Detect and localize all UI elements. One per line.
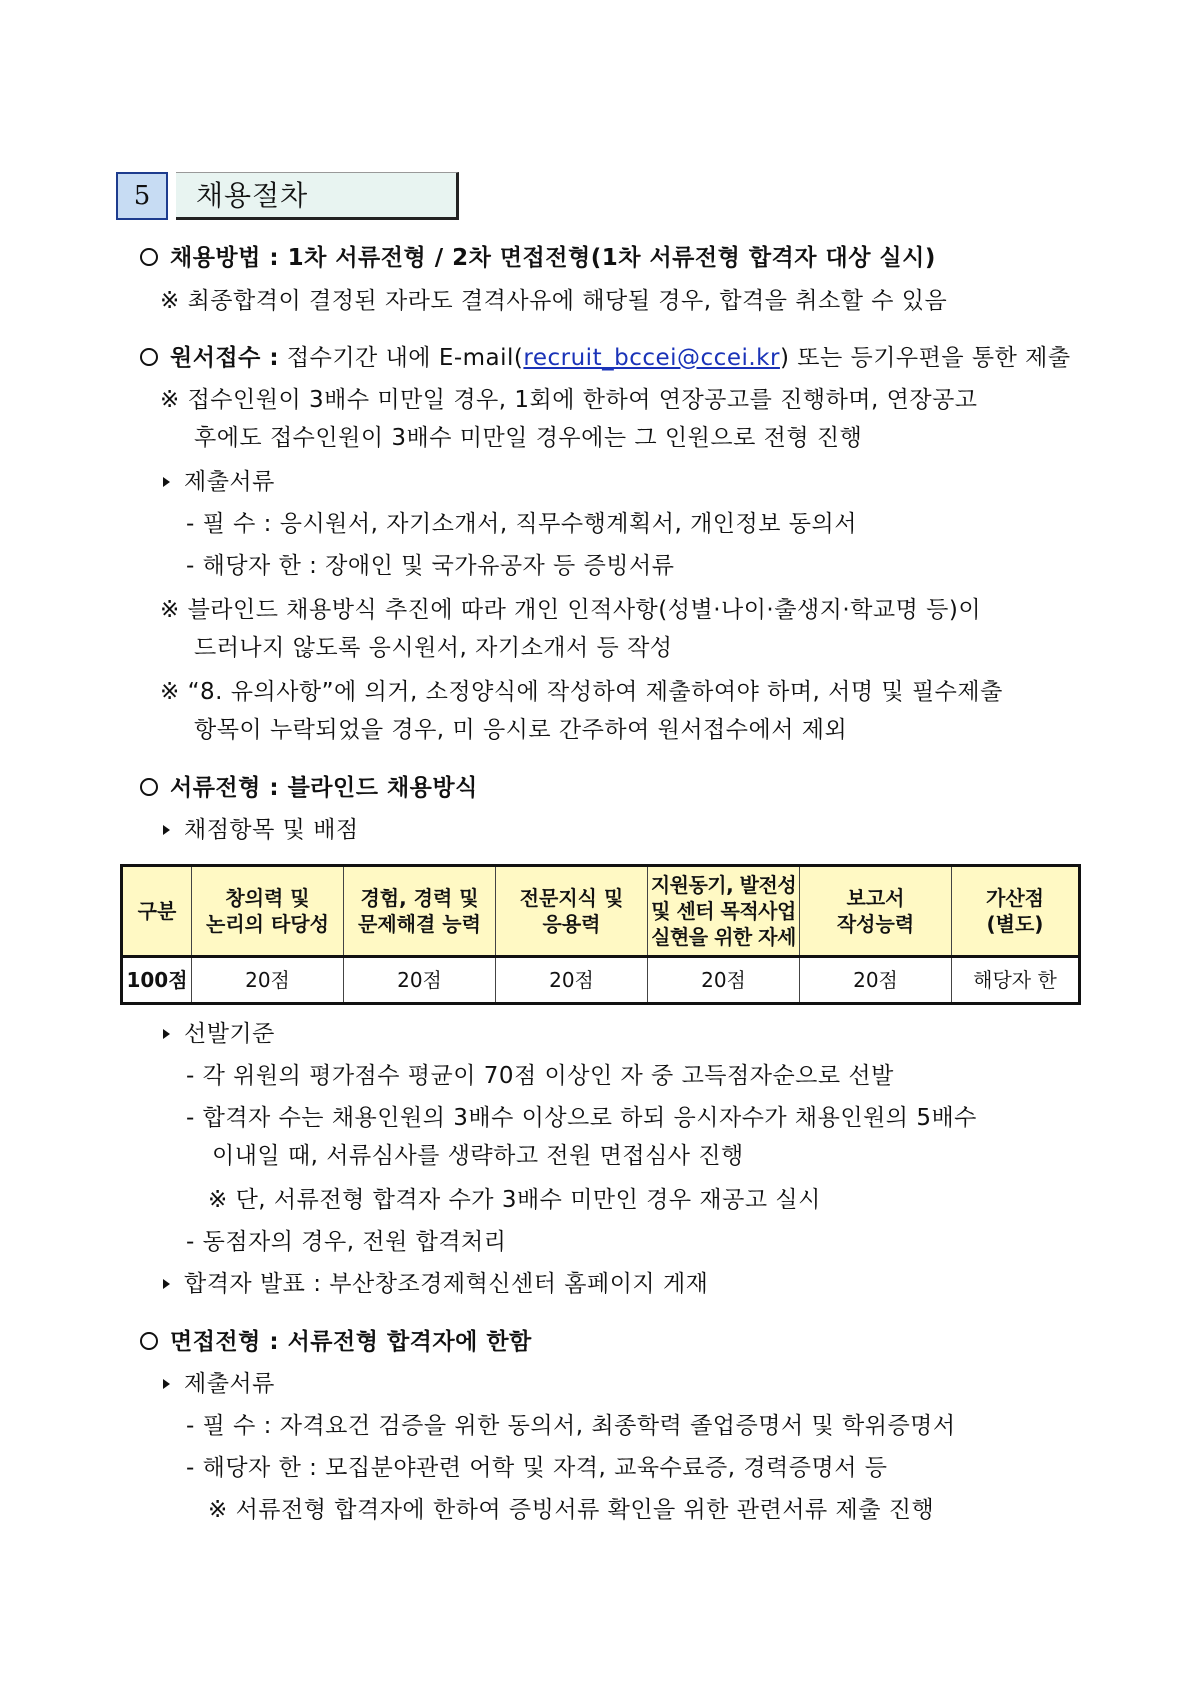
table-header-row [122,866,1080,957]
application-docs-applicable: - 해당자 한 : 장애인 및 국가유공자 등 증빙서류 [186,553,675,579]
email-link[interactable]: recruit_bccei@ccei.kr [523,345,780,371]
table-cell: 20점 [496,957,648,1004]
application-docs-required: - 필 수 : 응시원서, 자기소개서, 직무수행계획서, 개인정보 동의서 [186,511,857,537]
triangle-bullet-icon [163,1029,170,1039]
application-docs-heading: 제출서류 [163,466,275,498]
table-cell: 20점 [344,957,496,1004]
method-heading: 채용방법 : 1차 서류전형 / 2차 면접전형(1차 서류전형 합격자 대상 실시) [140,242,936,274]
table-cell: 20점 [800,957,952,1004]
header-bonus: 가산점 (별도) [952,866,1080,957]
application-heading: 원서접수 : 접수기간 내에 E-mail(recruit_bccei@ccei.kr) 또는 등기우편을 통한 제출 [140,342,1071,374]
table-row [122,957,1080,1004]
scoring-table [120,864,1081,1005]
criteria-item2-line1: - 합격자 수는 채용인원의 3배수 이상으로 하되 응시자수가 채용인원의 5배수 [186,1105,977,1131]
application-note1-line1: ※ 접수인원이 3배수 미만일 경우, 1회에 한하여 연장공고를 진행하며, 연장공고 [160,387,978,413]
section-number: 5 [116,172,168,220]
interview-heading: 면접전형 : 서류전형 합격자에 한함 [140,1326,532,1358]
table-cell: 20점 [192,957,344,1004]
scoring-heading: 채점항목 및 배점 [163,814,359,846]
circle-bullet-icon [140,1332,158,1350]
interview-docs-heading: 제출서류 [163,1368,275,1400]
interview-docs-applicable: - 해당자 한 : 모집분야관련 어학 및 자격, 교육수료증, 경력증명서 등 [186,1455,888,1481]
method-note: ※ 최종합격이 결정된 자라도 결격사유에 해당될 경우, 합격을 취소할 수 있음 [160,288,948,314]
criteria-item3: - 동점자의 경우, 전원 합격처리 [186,1229,507,1255]
application-note2-line1: ※ 블라인드 채용방식 추진에 따라 개인 인적사항(성별·나이·출생지·학교명 등)이 [160,597,982,623]
table-cell: 해당자 한 [952,957,1080,1004]
triangle-bullet-icon [163,825,170,835]
application-note3-line1: ※ “8. 유의사항”에 의거, 소정양식에 작성하여 제출하여야 하며, 서명 및 필수제출 [160,679,1003,705]
criteria-heading: 선발기준 [163,1018,275,1050]
application-note3-line2: 항목이 누락되었을 경우, 미 응시로 간주하여 원서접수에서 제외 [194,717,848,743]
table-cell: 20점 [648,957,800,1004]
interview-note: ※ 서류전형 합격자에 한하여 증빙서류 확인을 위한 관련서류 제출 진행 [208,1497,935,1523]
header-creativity: 창의력 및 논리의 타당성 [192,866,344,957]
circle-bullet-icon [140,348,158,366]
triangle-bullet-icon [163,1379,170,1389]
triangle-bullet-icon [163,1279,170,1289]
section-title: 채용절차 [196,179,309,212]
criteria-item2-line2: 이내일 때, 서류심사를 생략하고 전원 면접심사 진행 [212,1143,744,1169]
table-cell-total: 100점 [122,957,192,1004]
criteria-item2-note: ※ 단, 서류전형 합격자 수가 3배수 미만인 경우 재공고 실시 [208,1187,821,1213]
screening-heading: 서류전형 : 블라인드 채용방식 [140,772,478,804]
circle-bullet-icon [140,778,158,796]
application-note1-line2: 후에도 접수인원이 3배수 미만일 경우에는 그 인원으로 전형 진행 [194,425,863,451]
header-expertise: 전문지식 및 응용력 [496,866,648,957]
interview-docs-required: - 필 수 : 자격요건 검증을 위한 동의서, 최종학력 졸업증명서 및 학위증명서 [186,1413,956,1439]
header-report: 보고서 작성능력 [800,866,952,957]
header-motivation: 지원동기, 발전성 및 센터 목적사업 실현을 위한 자세 [648,866,800,957]
circle-bullet-icon [140,248,158,266]
header-experience: 경험, 경력 및 문제해결 능력 [344,866,496,957]
criteria-item1: - 각 위원의 평가점수 평균이 70점 이상인 자 중 고득점자순으로 선발 [186,1063,894,1089]
announce-line: 합격자 발표 : 부산창조경제혁신센터 홈페이지 게재 [163,1268,708,1300]
triangle-bullet-icon [163,477,170,487]
application-note2-line2: 드러나지 않도록 응시원서, 자기소개서 등 작성 [194,635,673,661]
header-category: 구분 [122,866,192,957]
